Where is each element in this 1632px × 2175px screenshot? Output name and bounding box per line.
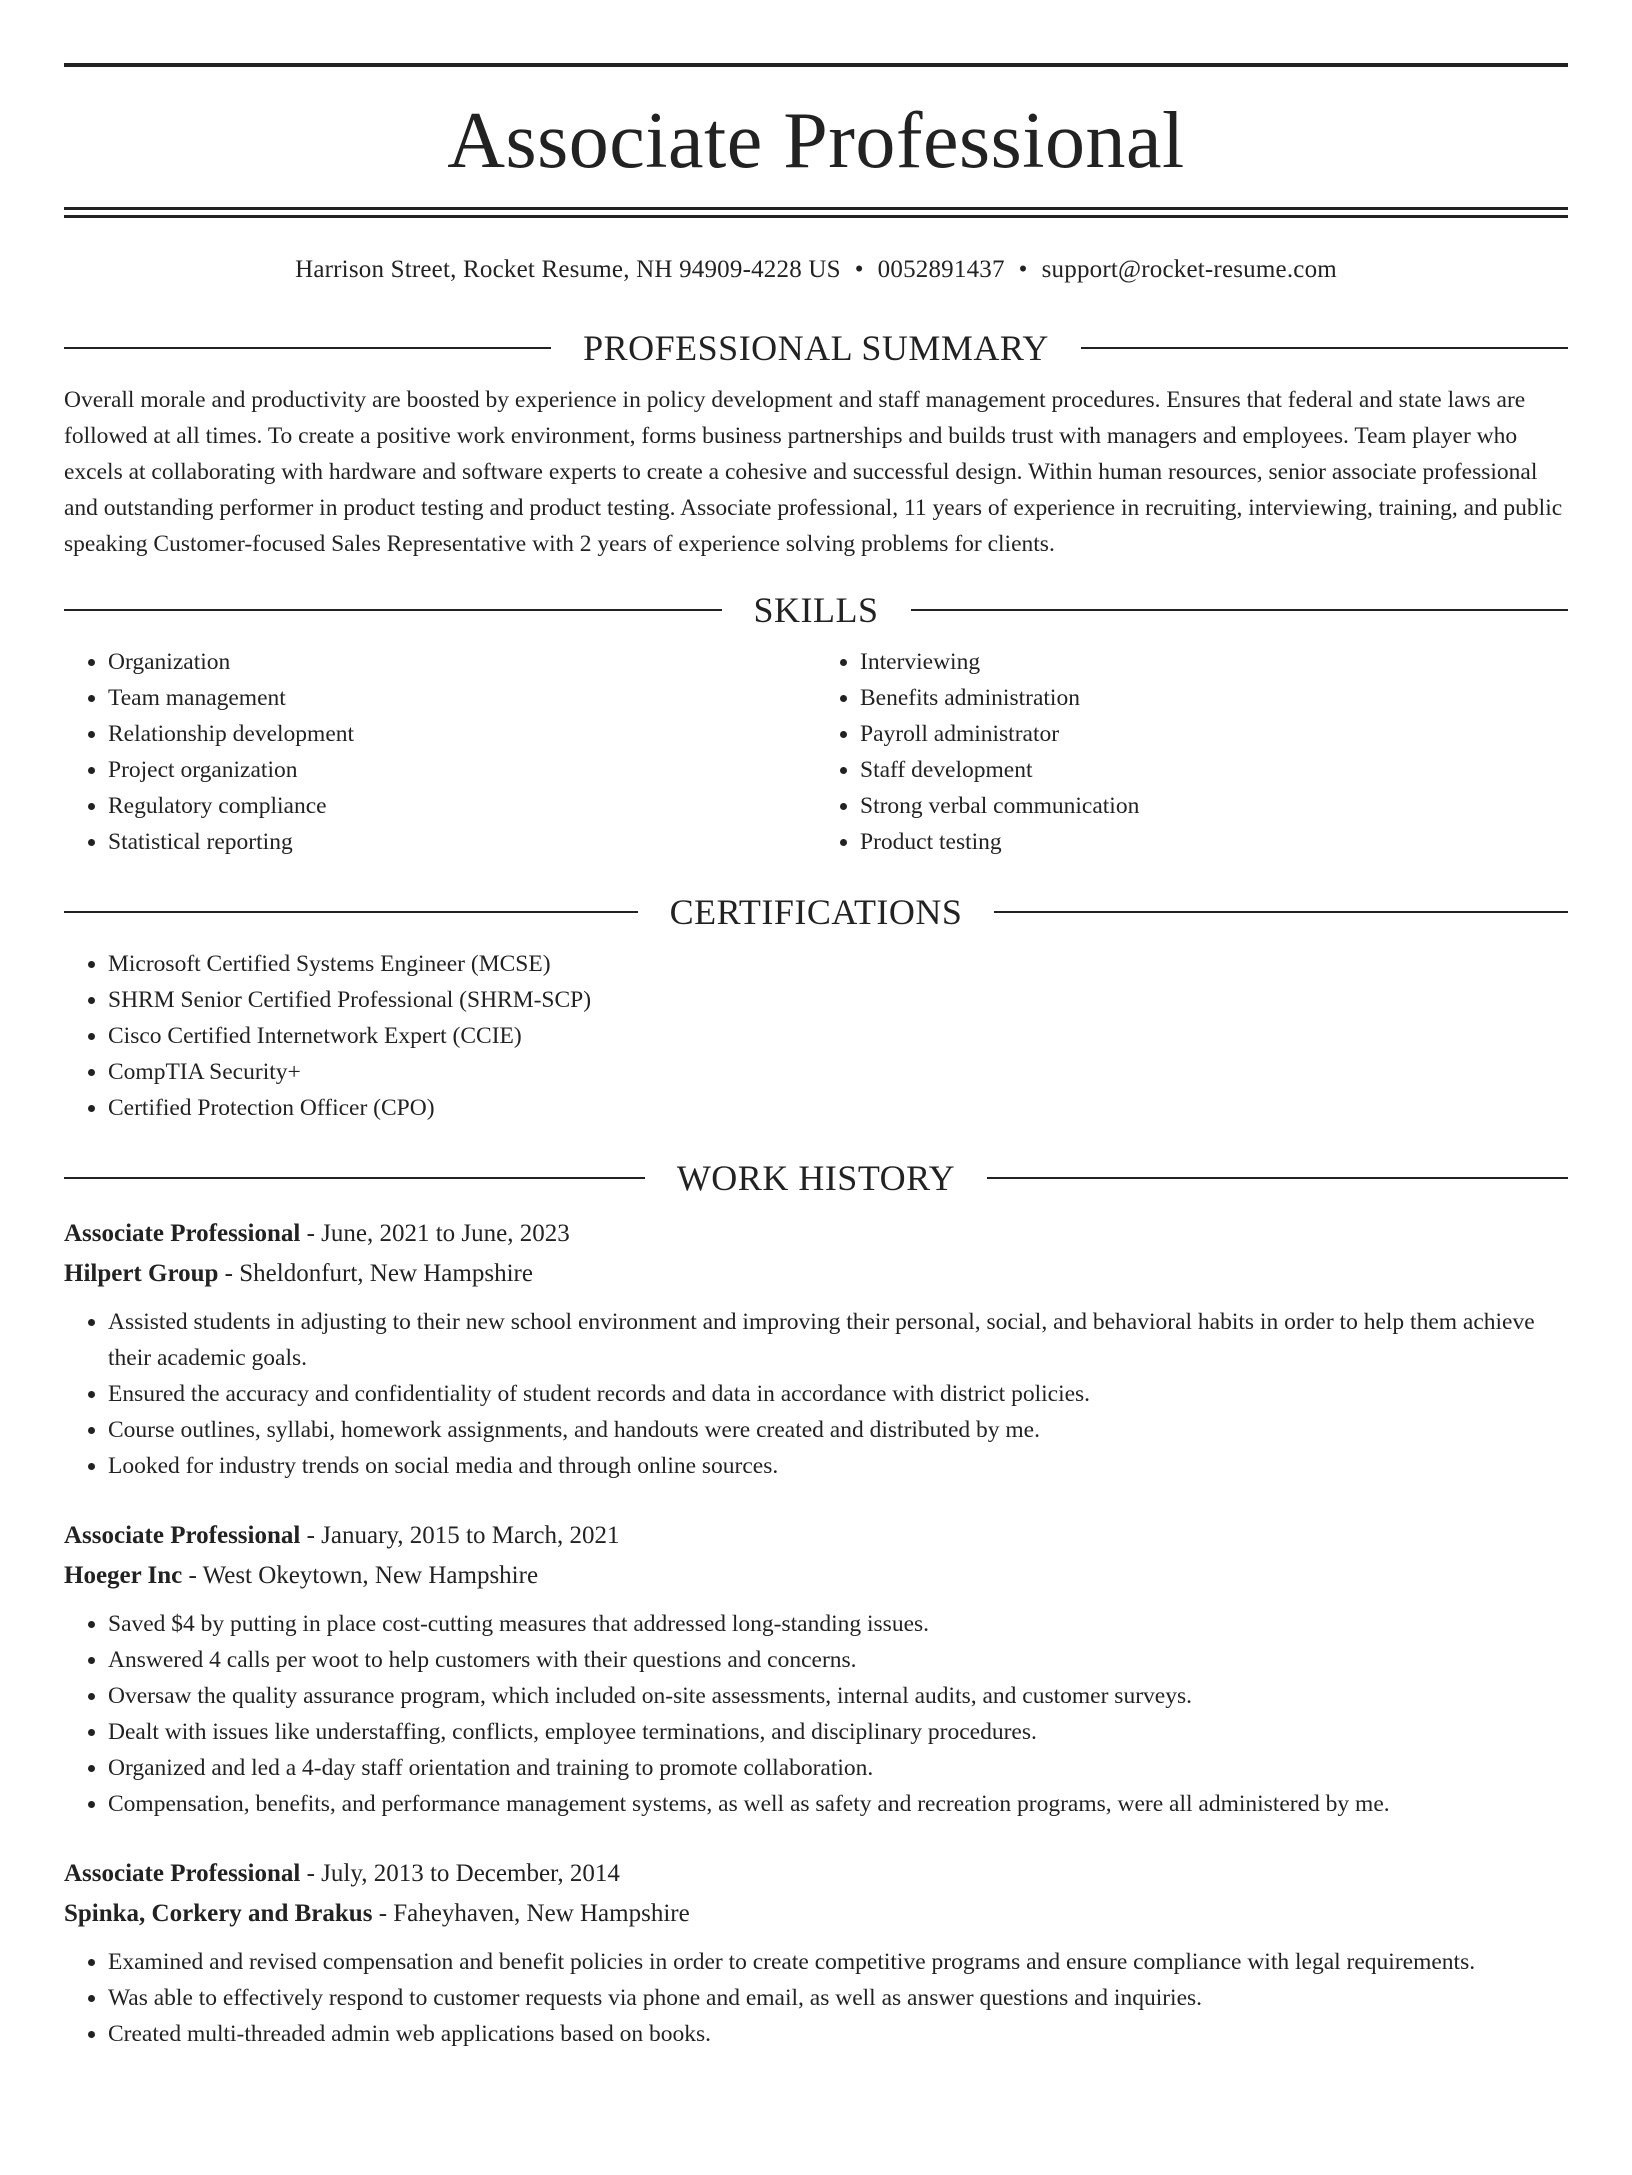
certifications-list	[64, 946, 1568, 1126]
job-entry	[64, 1854, 1568, 2052]
contact-separator: •	[1018, 256, 1028, 283]
summary-heading	[64, 324, 1568, 372]
job-company: Hilpert Group	[64, 1260, 219, 1287]
skill-item: • Payroll administrator	[860, 716, 1568, 752]
job-entry	[64, 1214, 1568, 1484]
job-bullet: • Assisted students in adjusting to their new school environment and improving their personal, social, and behavioral habits in order to help them achieve their academic goals.	[108, 1304, 1568, 1376]
contact-address: Harrison Street, Rocket Resume, NH 94909-4228 US	[295, 256, 841, 283]
work-title: WORK HISTORY	[676, 1158, 956, 1198]
job-dates: - January, 2015 to March, 2021	[300, 1522, 620, 1549]
job-location: - West Okeytown, New Hampshire	[182, 1562, 539, 1589]
skills-right-list	[816, 644, 1568, 860]
job-title-line	[64, 1516, 1568, 1556]
skill-item: • Strong verbal communication	[860, 788, 1568, 824]
heading-rule	[994, 911, 1568, 913]
job-bullet: • Was able to effectively respond to customer requests via phone and email, as well as answer questions and inquiries.	[108, 1980, 1568, 2016]
job-bullets	[64, 1606, 1568, 1822]
summary-title: PROFESSIONAL SUMMARY	[583, 328, 1049, 368]
contact-phone: 0052891437	[877, 256, 1005, 283]
job-bullet: • Oversaw the quality assurance program, which included on-site assessments, internal audits, and customer surveys.	[108, 1678, 1568, 1714]
job-title-line	[64, 1214, 1568, 1254]
job-bullet: • Ensured the accuracy and confidentiality of student records and data in accordance with district policies.	[108, 1376, 1568, 1412]
contact-separator: •	[854, 256, 864, 283]
certification-item: • Certified Protection Officer (CPO)	[108, 1090, 1568, 1126]
job-bullet: • Organized and led a 4-day staff orientation and training to promote collaboration.	[108, 1750, 1568, 1786]
job-bullet: • Examined and revised compensation and benefit policies in order to create competitive programs and ensure compliance with legal requirements.	[108, 1944, 1568, 1980]
job-role: Associate Professional	[64, 1522, 301, 1549]
skills-title: SKILLS	[753, 590, 879, 630]
skills-left-list	[64, 644, 816, 860]
heading-rule	[1081, 347, 1568, 349]
job-bullet: • Answered 4 calls per woot to help customers with their questions and concerns.	[108, 1642, 1568, 1678]
job-company: Hoeger Inc	[64, 1562, 183, 1589]
heading-rule	[64, 911, 638, 913]
job-bullet: • Saved $4 by putting in place cost-cutting measures that addressed long-standing issues.	[108, 1606, 1568, 1642]
certification-item: • SHRM Senior Certified Professional (SHRM-SCP)	[108, 982, 1568, 1018]
candidate-name: Associate Professional	[447, 97, 1185, 185]
skill-item: • Relationship development	[108, 716, 816, 752]
job-location: - Sheldonfurt, New Hampshire	[218, 1260, 533, 1287]
heading-rule	[987, 1177, 1568, 1179]
certification-item: • Microsoft Certified Systems Engineer (MCSE)	[108, 946, 1568, 982]
job-bullet: • Looked for industry trends on social media and through online sources.	[108, 1448, 1568, 1484]
skill-item: • Product testing	[860, 824, 1568, 860]
job-company-line	[64, 1254, 1568, 1294]
certifications-heading	[64, 888, 1568, 936]
certifications-title: CERTIFICATIONS	[669, 892, 963, 932]
certification-item: • Cisco Certified Internetwork Expert (CCIE)	[108, 1018, 1568, 1054]
double-rule	[64, 207, 1568, 218]
heading-rule	[64, 347, 551, 349]
job-role: Associate Professional	[64, 1860, 301, 1887]
work-heading	[64, 1154, 1568, 1202]
summary-text: Overall morale and productivity are boosted by experience in policy development and staff management procedures. Ensures that federal and state laws are followed at all times. To create a positive work environment, forms business partnerships and builds trust with managers and employees. Team player who excels at collaborating with hardware and software experts to create a cohesive and successful design. Within human resources, senior associate professional and outstanding performer in product testing and product testing. Associate professional, 11 years of experience in recruiting, interviewing, training, and public speaking Customer-focused Sales Representative with 2 years of experience solving problems for clients.	[64, 387, 1563, 557]
skill-item: • Interviewing	[860, 644, 1568, 680]
certification-item: • CompTIA Security+	[108, 1054, 1568, 1090]
contact-line	[64, 253, 1568, 287]
contact-email: support@rocket-resume.com	[1041, 256, 1337, 283]
skills-heading	[64, 586, 1568, 634]
job-entry	[64, 1516, 1568, 1822]
job-dates: - June, 2021 to June, 2023	[300, 1220, 570, 1247]
job-bullet: • Course outlines, syllabi, homework assignments, and handouts were created and distributed by me.	[108, 1412, 1568, 1448]
job-company-line	[64, 1894, 1568, 1934]
job-title-line	[64, 1854, 1568, 1894]
heading-rule	[911, 609, 1569, 611]
job-location: - Faheyhaven, New Hampshire	[372, 1900, 690, 1927]
skill-item: • Benefits administration	[860, 680, 1568, 716]
skill-item: • Team management	[108, 680, 816, 716]
skill-item: • Staff development	[860, 752, 1568, 788]
resume-page	[0, 63, 1632, 2175]
job-bullets	[64, 1944, 1568, 2052]
skill-item: • Regulatory compliance	[108, 788, 816, 824]
skill-item: • Organization	[108, 644, 816, 680]
job-company: Spinka, Corkery and Brakus	[64, 1900, 373, 1927]
job-bullet: • Dealt with issues like understaffing, conflicts, employee terminations, and disciplinary procedures.	[108, 1714, 1568, 1750]
heading-rule	[64, 1177, 645, 1179]
heading-rule	[64, 609, 722, 611]
job-bullets	[64, 1304, 1568, 1484]
job-bullet: • Compensation, benefits, and performance management systems, as well as safety and recreation programs, were all administered by me.	[108, 1786, 1568, 1822]
skills-columns	[64, 644, 1568, 860]
skill-item: • Project organization	[108, 752, 816, 788]
job-dates: - July, 2013 to December, 2014	[300, 1860, 620, 1887]
job-role: Associate Professional	[64, 1220, 301, 1247]
skill-item: • Statistical reporting	[108, 824, 816, 860]
job-company-line	[64, 1556, 1568, 1596]
job-bullet: • Created multi-threaded admin web applications based on books.	[108, 2016, 1568, 2052]
top-rule	[64, 63, 1568, 67]
